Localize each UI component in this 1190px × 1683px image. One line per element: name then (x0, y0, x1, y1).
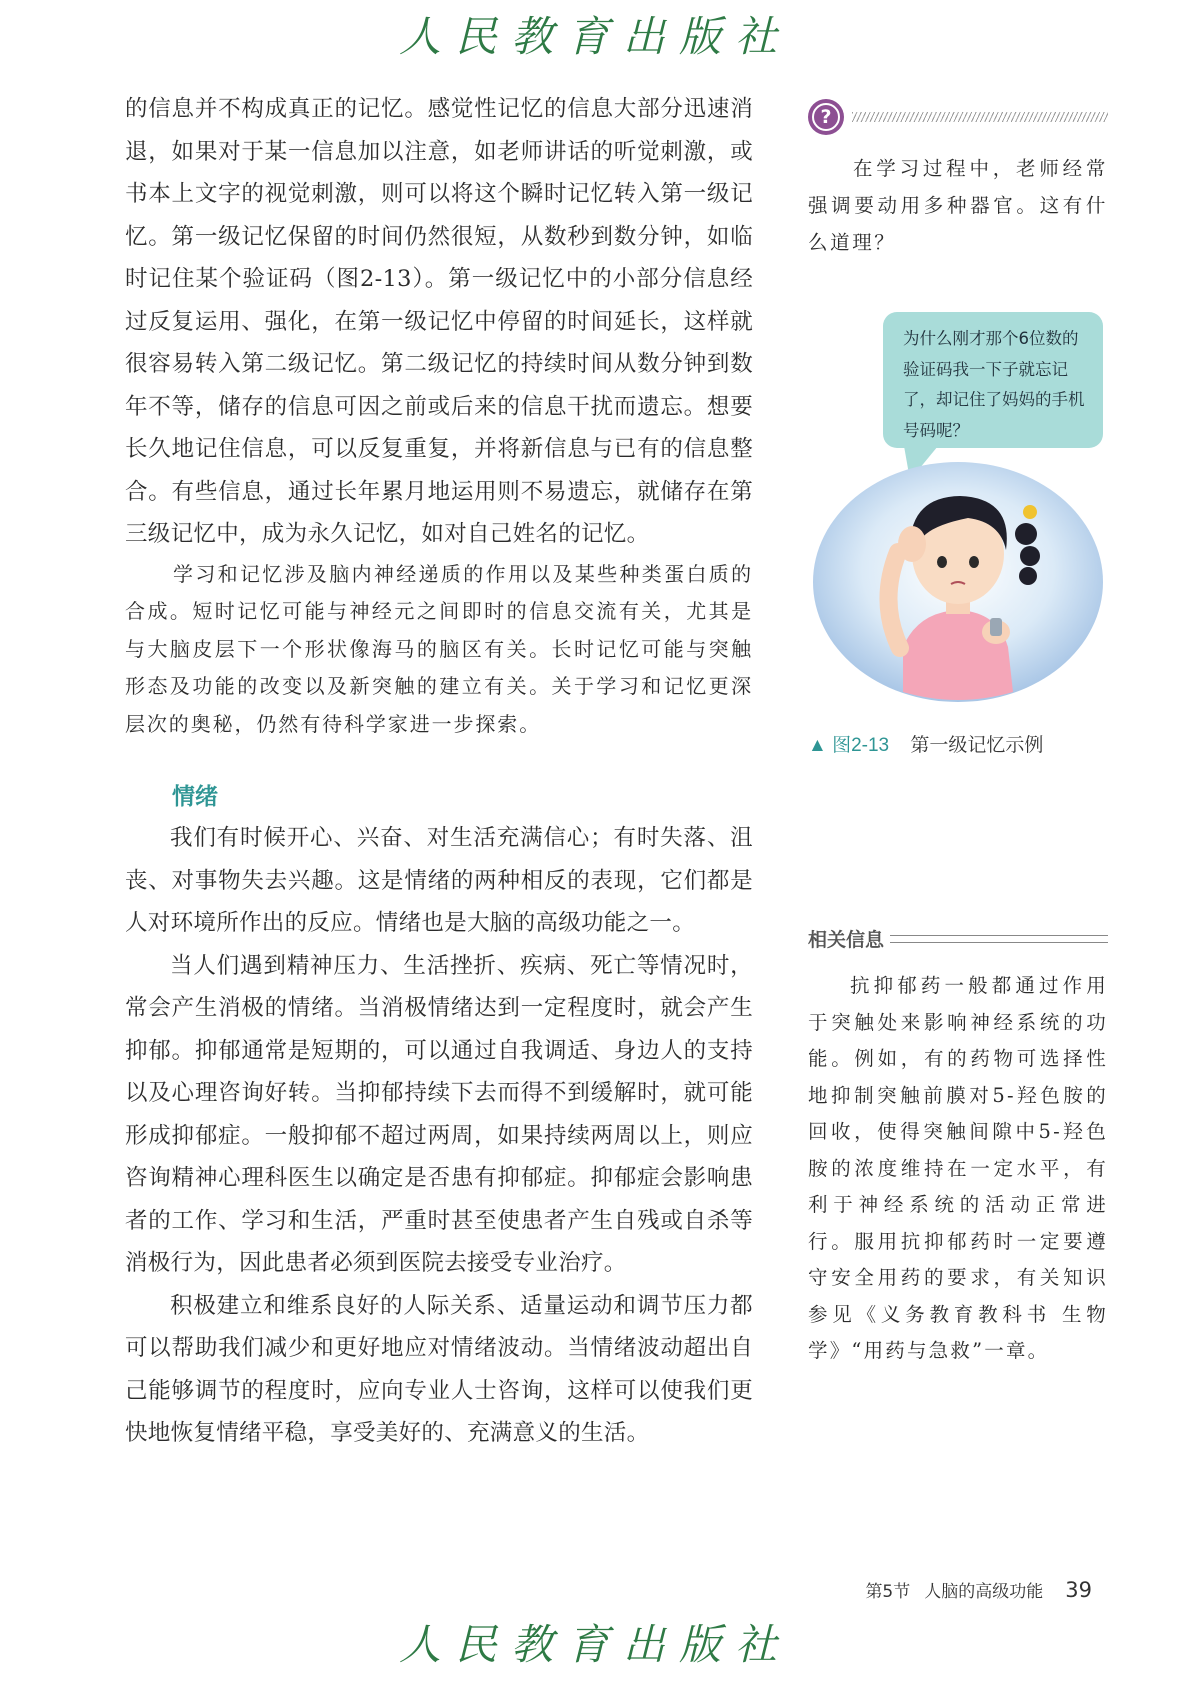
paragraph-memory-levels: 的信息并不构成真正的记忆。感觉性记忆的信息大部分迅速消退，如果对于某一信息加以注意，如老师讲话的听觉刺激，或书本上文字的视觉刺激，则可以将这个瞬时记忆转入第一级记忆。第一级记忆保留的时间仍然很短，从数秒到数分钟，如临时记住某个验证码（图2-13）。第一级记忆中的小部分信息经过反复运用、强化，在第一级记忆中停留的时间延长，这样就很容易转入第二级记忆。第二级记忆的持续时间从数分钟到数年不等，储存的信息可因之前或后来的信息干扰而遗忘。想要长久地记住信息，可以反复重复，并将新信息与已有的信息整合。有些信息，通过长年累月地运用则不易遗忘，就储存在第三级记忆中，成为永久记忆，如对自己姓名的记忆。 (125, 96, 753, 547)
page-number: 39 (1065, 1578, 1092, 1602)
think-question: 在学习过程中，老师经常强调要动用多种器官。这有什么道理？ (808, 157, 1108, 254)
think-header (808, 98, 1108, 136)
section-heading-emotion: 情绪 (172, 783, 218, 809)
paragraph-coping: 积极建立和维系良好的人际关系、适量运动和调节压力都可以帮助我们减少和更好地应对情绪波动。当情绪波动超出自己能够调节的程度时，应向专业人士咨询，这样可以使我们更快地恢复情绪平稳，享受美好的、充满意义的生活。 (125, 1292, 753, 1446)
page-footer (865, 1577, 1092, 1602)
paragraph-depression: 当人们遇到精神压力、生活挫折、疾病、死亡等情况时，常会产生消极的情绪。当消极情绪达到一定程度时，就会产生抑郁。抑郁通常是短期的，可以通过自我调适、身边人的支持以及心理咨询好转。当抑郁持续下去而得不到缓解时，就可能形成抑郁症。一般抑郁不超过两周，如果持续两周以上，则应咨询精神心理科医生以确定是否患有抑郁症。抑郁症会影响患者的工作、学习和生活，严重时甚至使患者产生自残或自杀等消极行为，因此患者必须到医院去接受专业治疗。 (125, 952, 753, 1276)
figure-caption (808, 730, 1043, 757)
related-info-box (808, 925, 1108, 1370)
footer-section: 第5节 (865, 1582, 911, 1602)
think-box (808, 98, 1108, 261)
publisher-footer: 人民教育出版社 (398, 1620, 791, 1669)
girl-illustration (808, 452, 1108, 712)
related-info-title: 相关信息 (808, 930, 885, 951)
footer-title: 人脑的高级功能 (924, 1582, 1044, 1602)
hatched-rule (852, 112, 1108, 122)
caption-number: 图2-13 (832, 735, 890, 756)
publisher-header: 人民教育出版社 (398, 12, 791, 61)
main-column (125, 88, 753, 1455)
paragraph-emotion-intro: 我们有时候开心、兴奋、对生活充满信心；有时失落、沮丧、对事物失去兴趣。这是情绪的两种相反的表现，它们都是人对环境所作出的反应。情绪也是大脑的高级功能之一。 (125, 825, 753, 936)
speech-bubble: 为什么刚才那个6位数的验证码我一下子就忘记了，却记住了妈妈的手机号码呢？ (883, 312, 1103, 448)
paragraph-memory-mechanism: 学习和记忆涉及脑内神经递质的作用以及某些种类蛋白质的合成。短时记忆可能与神经元之间即时的信息交流有关，尤其是与大脑皮层下一个形状像海马的脑区有关。长时记忆可能与突触形态及功能的改变以及新突触的建立有关。关于学习和记忆更深层次的奥秘，仍然有待科学家进一步探索。 (125, 561, 753, 736)
caption-text: 第一级记忆示例 (910, 735, 1044, 756)
caption-triangle-icon: ▲ (808, 735, 827, 756)
related-info-text: 抗抑郁药一般都通过作用于突触处来影响神经系统的功能。例如，有的药物可选择性地抑制突触前膜对5-羟色胺的回收，使得突触间隙中5-羟色胺的浓度维持在一定水平，有利于神经系统的活动正常进行。服用抗抑郁药时一定要遵守安全用药的要求，有关知识参见《义务教育教科书 生物学》“用药与急救”一章。 (808, 974, 1108, 1362)
question-icon: ? (808, 99, 844, 135)
double-rule (890, 935, 1108, 943)
related-info-header (808, 925, 1108, 952)
figure-2-13 (808, 312, 1108, 756)
